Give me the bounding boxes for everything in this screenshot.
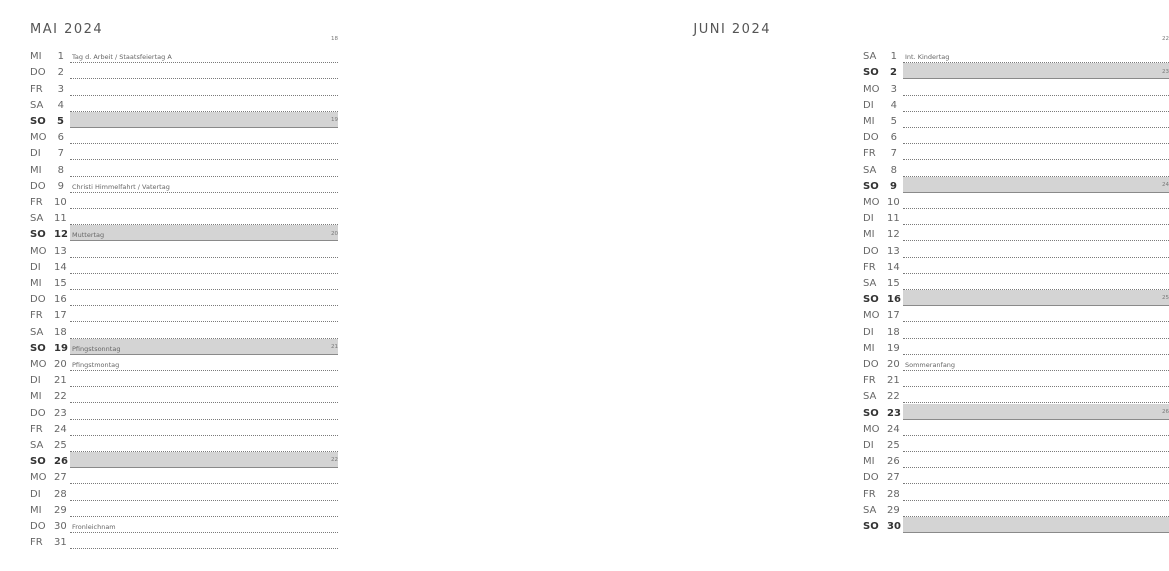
day-number: 11 (54, 213, 67, 225)
entry-line[interactable] (70, 405, 338, 420)
weekday-label: MO (863, 196, 880, 208)
entry-line[interactable] (903, 388, 1169, 403)
day-number: 30 (54, 520, 67, 532)
entry-line[interactable] (70, 437, 338, 452)
week-number: 25 (1162, 295, 1169, 302)
weekday-label: MI (30, 504, 42, 516)
weekday-label: DI (30, 261, 41, 273)
day-row[interactable] (863, 403, 1169, 419)
entry-line[interactable] (70, 457, 338, 484)
entry-line[interactable] (70, 502, 338, 517)
entry-line[interactable] (70, 339, 338, 355)
weekday-label: MO (30, 245, 47, 257)
entry-line[interactable] (903, 259, 1169, 274)
day-row[interactable] (863, 501, 1169, 517)
day-row[interactable] (30, 79, 338, 95)
day-number: 1 (57, 51, 64, 63)
entry-line[interactable] (903, 408, 1169, 436)
day-row[interactable] (863, 452, 1169, 468)
weekday-label: DO (863, 132, 879, 144)
weekday-label: MI (863, 229, 875, 241)
day-row[interactable] (863, 355, 1169, 371)
weekday-label: SA (863, 277, 877, 289)
day-row[interactable] (863, 177, 1169, 193)
entry-line[interactable] (903, 63, 1169, 79)
day-row[interactable] (30, 36, 338, 63)
weekday-label: MI (30, 391, 42, 403)
day-number: 13 (887, 245, 900, 257)
weekday-label: FR (30, 196, 43, 208)
entry-line[interactable] (70, 210, 338, 225)
day-number: 3 (57, 83, 64, 95)
entry-line[interactable] (903, 181, 1169, 209)
day-row[interactable] (863, 290, 1169, 306)
day-number: 28 (54, 488, 67, 500)
week-number: 22 (1162, 36, 1169, 43)
entry-line[interactable] (70, 388, 338, 403)
weekday-label: SO (30, 115, 46, 127)
day-number: 7 (57, 148, 64, 160)
week-number: 20 (331, 230, 338, 237)
day-number: 17 (887, 310, 900, 322)
entry-line[interactable] (903, 295, 1169, 322)
day-row[interactable] (30, 420, 338, 436)
weekday-label: SO (863, 294, 879, 306)
weekday-label: SA (863, 391, 877, 403)
day-number: 23 (54, 407, 67, 419)
holiday-note: Christi Himmelfahrt / Vatertag (72, 182, 170, 191)
holiday-note: Pfingstmontag (72, 360, 120, 369)
weekday-label: FR (30, 310, 43, 322)
day-number: 16 (54, 294, 67, 306)
day-number: 6 (57, 132, 64, 144)
day-number: 27 (887, 472, 900, 484)
entry-line[interactable] (903, 517, 1169, 533)
day-row[interactable] (863, 160, 1169, 176)
day-row[interactable] (863, 225, 1169, 241)
holiday-note: Pfingstsonntag (72, 344, 121, 353)
weekday-label: MI (30, 277, 42, 289)
day-number: 5 (890, 115, 897, 127)
holiday-note: Muttertag (72, 231, 105, 240)
day-number: 9 (890, 180, 897, 192)
day-number: 2 (890, 67, 897, 79)
day-row[interactable] (30, 177, 338, 193)
weekday-label: DO (863, 472, 879, 484)
weekday-label: FR (30, 83, 43, 95)
entry-line[interactable] (70, 421, 338, 436)
entry-line[interactable] (903, 469, 1169, 484)
day-number: 19 (54, 342, 68, 354)
day-row[interactable] (30, 63, 338, 79)
entry-line[interactable] (903, 324, 1169, 339)
day-row[interactable] (863, 258, 1169, 274)
entry-line[interactable] (70, 225, 338, 241)
page-may (0, 0, 400, 571)
day-number: 6 (890, 132, 897, 144)
weekday-label: MO (863, 423, 880, 435)
day-number: 20 (887, 358, 900, 370)
entry-line[interactable] (903, 226, 1169, 241)
day-number: 30 (887, 520, 901, 532)
day-number: 5 (57, 115, 64, 127)
day-row[interactable] (863, 322, 1169, 338)
weekday-label: SO (863, 407, 879, 419)
day-row[interactable] (863, 387, 1169, 403)
day-row[interactable] (863, 517, 1169, 533)
week-number: 22 (331, 457, 338, 464)
day-number: 10 (887, 196, 900, 208)
weekday-label: MO (30, 132, 47, 144)
weekday-label: DI (863, 439, 874, 451)
entry-line[interactable] (903, 340, 1169, 355)
day-number: 22 (887, 391, 900, 403)
weekday-label: MI (863, 342, 875, 354)
day-row[interactable] (30, 193, 338, 209)
weekday-label: MO (863, 83, 880, 95)
day-number: 17 (54, 310, 67, 322)
day-row[interactable] (30, 403, 338, 419)
weekday-label: DO (30, 520, 46, 532)
entry-line[interactable] (903, 372, 1169, 387)
day-row[interactable] (863, 339, 1169, 355)
entry-line[interactable] (70, 117, 338, 144)
holiday-note: Int. Kindertag (905, 53, 950, 62)
day-number: 31 (54, 537, 67, 549)
entry-line[interactable] (903, 453, 1169, 468)
entry-line[interactable] (903, 210, 1169, 225)
day-number: 24 (887, 423, 900, 435)
weekday-label: DI (863, 213, 874, 225)
day-number: 26 (54, 456, 68, 468)
day-number: 11 (887, 213, 900, 225)
day-row[interactable] (863, 63, 1169, 79)
entry-line[interactable] (70, 145, 338, 160)
day-row[interactable] (863, 436, 1169, 452)
entry-line[interactable] (70, 372, 338, 387)
entry-line[interactable] (70, 486, 338, 501)
weekday-label: MI (863, 456, 875, 468)
weekday-label: DO (30, 67, 46, 79)
entry-line[interactable] (903, 113, 1169, 128)
day-row[interactable] (30, 387, 338, 403)
day-number: 18 (887, 326, 900, 338)
day-row[interactable] (863, 274, 1169, 290)
day-number: 22 (54, 391, 67, 403)
day-row[interactable] (30, 306, 338, 322)
day-number: 20 (54, 358, 67, 370)
entry-line[interactable] (903, 404, 1169, 420)
weekday-label: MI (863, 115, 875, 127)
entry-line[interactable] (70, 275, 338, 290)
entry-line[interactable] (903, 243, 1169, 258)
day-row[interactable] (863, 96, 1169, 112)
day-row[interactable] (863, 241, 1169, 257)
day-row[interactable] (30, 290, 338, 306)
day-number: 4 (57, 99, 64, 111)
day-number: 8 (57, 164, 64, 176)
entry-line[interactable] (903, 290, 1169, 306)
day-row[interactable] (863, 209, 1169, 225)
weekday-label: SA (863, 164, 877, 176)
entry-line[interactable] (903, 486, 1169, 501)
weekday-label: DO (30, 294, 46, 306)
weekday-label: FR (863, 488, 876, 500)
weekday-label: FR (30, 423, 43, 435)
weekday-label: SO (30, 456, 46, 468)
day-row[interactable] (30, 339, 338, 355)
day-number: 13 (54, 245, 67, 257)
day-row[interactable] (30, 112, 338, 128)
weekday-label: SA (30, 99, 44, 111)
day-row[interactable] (30, 96, 338, 112)
day-number: 12 (54, 229, 68, 241)
day-number: 15 (887, 277, 900, 289)
day-number: 25 (54, 439, 67, 451)
entry-line[interactable] (70, 112, 338, 128)
day-number: 14 (887, 261, 900, 273)
holiday-note: Sommeranfang (905, 360, 956, 369)
day-number: 18 (54, 326, 67, 338)
day-number: 23 (887, 407, 901, 419)
entry-line[interactable] (70, 307, 338, 322)
day-row[interactable] (863, 128, 1169, 144)
weekday-label: SA (30, 213, 44, 225)
day-row[interactable] (30, 322, 338, 338)
day-row[interactable] (30, 452, 338, 468)
day-number: 24 (54, 423, 67, 435)
day-row[interactable] (863, 36, 1169, 63)
entry-line[interactable] (903, 145, 1169, 160)
day-number: 3 (890, 83, 897, 95)
entry-line[interactable] (70, 36, 338, 63)
weekday-label: DI (30, 488, 41, 500)
holiday-note: Tag d. Arbeit / Staatsfeiertag A (72, 53, 172, 62)
day-number: 2 (57, 67, 64, 79)
weekday-label: MI (30, 164, 42, 176)
entry-line[interactable] (70, 324, 338, 339)
entry-line[interactable] (903, 162, 1169, 177)
day-row[interactable] (30, 484, 338, 500)
weekday-label: SO (863, 520, 879, 532)
weekday-label: DI (30, 148, 41, 160)
weekday-label: SO (30, 342, 46, 354)
weekday-label: FR (863, 148, 876, 160)
day-number: 7 (890, 148, 897, 160)
day-number: 8 (890, 164, 897, 176)
day-number: 10 (54, 196, 67, 208)
entry-line[interactable] (903, 275, 1169, 290)
day-row[interactable] (30, 225, 338, 241)
week-number: 26 (1162, 408, 1169, 415)
weekday-label: SO (863, 180, 879, 192)
day-number: 1 (890, 51, 897, 63)
weekday-label: DO (30, 180, 46, 192)
entry-line[interactable] (70, 534, 338, 549)
day-number: 28 (887, 488, 900, 500)
day-number: 25 (887, 439, 900, 451)
entry-line[interactable] (70, 194, 338, 209)
day-row[interactable] (30, 144, 338, 160)
month-title-may: MAI 2024 (30, 22, 104, 37)
weekday-label: DI (30, 375, 41, 387)
weekday-label: FR (863, 261, 876, 273)
day-number: 26 (887, 456, 900, 468)
day-number: 4 (890, 99, 897, 111)
entry-line[interactable] (70, 64, 338, 79)
day-number: 9 (57, 180, 64, 192)
day-row[interactable] (30, 274, 338, 290)
day-row[interactable] (30, 258, 338, 274)
weekday-label: MO (30, 358, 47, 370)
weekday-label: DI (863, 326, 874, 338)
day-row[interactable] (30, 160, 338, 176)
week-number: 19 (331, 117, 338, 124)
day-number: 27 (54, 472, 67, 484)
day-row[interactable] (863, 371, 1169, 387)
entry-line[interactable] (70, 452, 338, 468)
weekday-label: DO (863, 245, 879, 257)
day-row[interactable] (30, 533, 338, 549)
weekday-label: MO (863, 310, 880, 322)
day-row[interactable] (30, 371, 338, 387)
weekday-label: SA (30, 439, 44, 451)
week-number: 21 (331, 343, 338, 350)
holiday-note: Fronleichnam (72, 522, 116, 531)
day-number: 15 (54, 277, 67, 289)
day-row[interactable] (863, 144, 1169, 160)
weekday-label: FR (863, 375, 876, 387)
day-number: 29 (887, 504, 900, 516)
weekday-label: SA (30, 326, 44, 338)
entry-line[interactable] (903, 502, 1169, 517)
day-row[interactable] (30, 209, 338, 225)
day-row[interactable] (30, 501, 338, 517)
entry-line[interactable] (70, 259, 338, 274)
week-number: 18 (331, 36, 338, 43)
entry-line[interactable] (903, 97, 1169, 112)
day-number: 21 (54, 375, 67, 387)
weekday-label: SA (863, 51, 877, 63)
month-title-june: JUNI 2024 (693, 22, 771, 37)
entry-line[interactable] (903, 177, 1169, 193)
day-number: 16 (887, 294, 901, 306)
weekday-label: MO (30, 472, 47, 484)
entry-line[interactable] (70, 178, 338, 193)
day-number: 19 (887, 342, 900, 354)
day-number: 14 (54, 261, 67, 273)
entry-line[interactable] (70, 518, 338, 533)
entry-line[interactable] (903, 129, 1169, 144)
weekday-label: DO (30, 407, 46, 419)
weekday-label: MI (30, 51, 42, 63)
weekday-label: SA (863, 504, 877, 516)
weekday-label: FR (30, 537, 43, 549)
week-number: 24 (1162, 181, 1169, 188)
weekday-label: DO (863, 358, 879, 370)
day-number: 21 (887, 375, 900, 387)
entry-line[interactable] (70, 97, 338, 112)
day-row[interactable] (863, 484, 1169, 500)
day-number: 12 (887, 229, 900, 241)
week-number: 23 (1162, 68, 1169, 75)
entry-line[interactable] (903, 437, 1169, 452)
entry-line[interactable] (903, 68, 1169, 96)
entry-line[interactable] (903, 356, 1169, 371)
weekday-label: DI (863, 99, 874, 111)
day-row[interactable] (30, 436, 338, 452)
day-row[interactable] (863, 112, 1169, 128)
weekday-label: SO (30, 229, 46, 241)
page-june (400, 0, 1169, 571)
entry-line[interactable] (903, 36, 1169, 63)
entry-line[interactable] (70, 81, 338, 96)
day-row[interactable] (30, 517, 338, 533)
day-number: 29 (54, 504, 67, 516)
entry-line[interactable] (70, 162, 338, 177)
day-row[interactable] (863, 468, 1169, 484)
entry-line[interactable] (70, 291, 338, 306)
weekday-label: SO (863, 67, 879, 79)
